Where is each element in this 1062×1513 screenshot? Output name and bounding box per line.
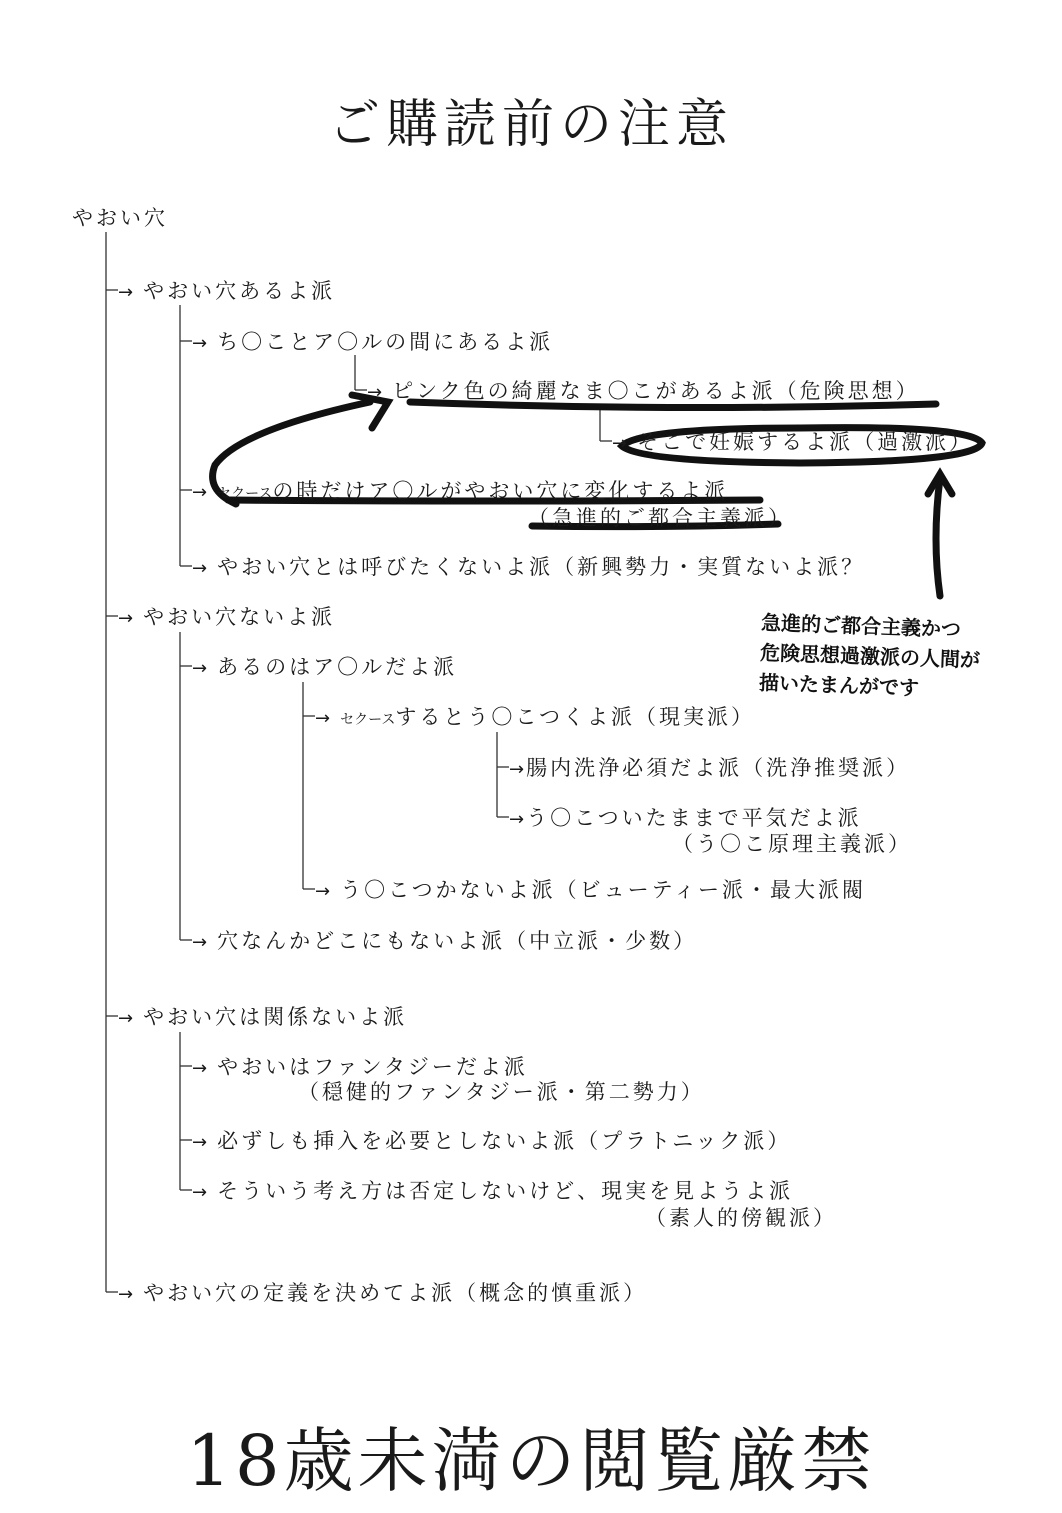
branch-neutral	[192, 928, 697, 956]
note-line-3: 描いたまんがです	[758, 670, 920, 701]
branch-unrelated	[118, 1004, 407, 1032]
branch-prefix: セクース	[217, 486, 273, 502]
branch-yaoi-hole-exists	[118, 278, 335, 306]
branch-label: そういう考え方は否定しないけど、現実を見ようよ派	[217, 1179, 794, 1203]
branch-observer	[192, 1178, 793, 1206]
arrow-icon: →	[192, 1132, 208, 1153]
branch-fundamentalist-sub: （う〇こ原理主義派）	[672, 832, 912, 856]
branch-fantasy-sub: （穏健的ファンタジー派・第二勢力）	[298, 1080, 705, 1104]
branch-label: やおい穴の定義を決めてよ派（概念的慎重派）	[143, 1281, 648, 1305]
branch-label: あるのはア〇ルだよ派	[217, 655, 458, 679]
arrow-icon: →	[192, 333, 208, 354]
branch-transform-sub: （急進的ご都合主義派）	[528, 506, 792, 530]
branch-label: 必ずしも挿入を必要としないよ派（プラトニック派）	[217, 1129, 792, 1153]
arrow-icon: →	[192, 932, 208, 953]
branch-realist	[315, 704, 755, 733]
arrow-icon: →	[509, 759, 525, 780]
arrow-icon: →	[118, 282, 134, 303]
arrow-icon: →	[192, 482, 208, 503]
branch-label: やおい穴あるよ派	[143, 279, 336, 303]
branch-fantasy	[192, 1054, 528, 1082]
arrow-icon: →	[118, 1284, 134, 1305]
branch-label: やおい穴は関係ないよ派	[143, 1005, 408, 1029]
branch-label: ピンク色の綺麗なま〇こがあるよ派（危険思想）	[392, 379, 920, 403]
branch-beauty	[315, 877, 866, 905]
note-line-1: 急進的ご都合主義かつ	[760, 610, 962, 642]
branch-label: やおい穴ないよ派	[143, 605, 336, 629]
arrow-icon: →	[118, 608, 134, 629]
branch-transform	[192, 478, 728, 507]
arrow-icon: →	[192, 1182, 208, 1203]
arrow-icon: →	[118, 1008, 134, 1029]
branch-define	[118, 1280, 647, 1308]
branch-label: するとう〇こつくよ派（現実派）	[395, 705, 755, 729]
arrow-icon: →	[612, 433, 628, 454]
branch-label: う〇こつかないよ派（ビューティー派・最大派閥	[340, 878, 866, 902]
branch-no-hole	[118, 604, 335, 632]
handwritten-note	[759, 607, 1022, 706]
branch-label: 穴なんかどこにもないよ派（中立派・少数）	[217, 929, 698, 953]
branch-label: やおいはファンタジーだよ派	[217, 1055, 528, 1079]
arrow-icon: →	[315, 881, 331, 902]
branch-label: の時だけア〇ルがやおい穴に変化するよ派	[272, 479, 729, 503]
branch-label: う〇こついたままで平気だよ派	[526, 806, 862, 830]
arrow-icon: →	[509, 809, 525, 830]
arrow-icon: →	[192, 658, 208, 679]
tree-root: やおい穴	[72, 206, 168, 230]
note-line-2: 危険思想過激派の人間が	[759, 640, 981, 673]
branch-prefix: セクース	[340, 712, 396, 728]
branch-platonic	[192, 1128, 791, 1156]
branch-observer-sub: （素人的傍観派）	[645, 1206, 837, 1230]
branch-not-call	[192, 554, 865, 582]
branch-label: 腸内洗浄必須だよ派（洗浄推奨派）	[526, 756, 911, 780]
branch-between	[192, 329, 553, 357]
branch-fundamentalist	[509, 805, 862, 833]
branch-radical	[612, 429, 973, 457]
arrow-icon: →	[367, 382, 383, 403]
branch-cleanse	[509, 755, 910, 783]
arrow-icon: →	[192, 558, 208, 579]
arrow-icon: →	[315, 708, 331, 729]
branch-label: やおい穴とは呼びたくないよ派（新興勢力・実質ないよ派？	[217, 555, 866, 579]
branch-label: ち〇ことア〇ルの間にあるよ派	[217, 330, 554, 354]
age-warning: 18歳未満の閲覧厳禁	[186, 1420, 876, 1502]
page-title: ご購読前の注意	[327, 95, 734, 155]
branch-only-anal	[192, 654, 457, 682]
arrow-icon: →	[192, 1058, 208, 1079]
branch-dangerous-thought	[367, 378, 920, 406]
branch-label: そこで妊娠するよ派（過激派）	[637, 430, 974, 454]
